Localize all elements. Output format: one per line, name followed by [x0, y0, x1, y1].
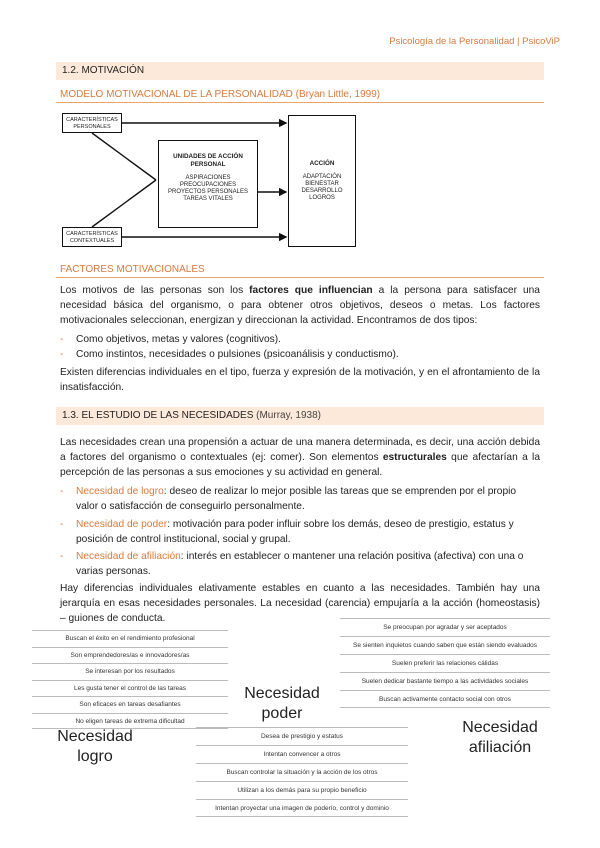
- afiliacion-table: [340, 618, 550, 708]
- bullet-dash: -: [60, 334, 64, 345]
- section-title-author: (Murray, 1938): [253, 410, 321, 421]
- poder-title: Necesidad poder: [244, 685, 320, 722]
- bullet-dash: -: [60, 486, 64, 497]
- units-item: PROYECTOS PERSONALES: [168, 189, 248, 195]
- afiliacion-row: Suelen dedicar bastante tiempo a las actividades sociales: [340, 672, 550, 690]
- factors-bullet: - Como instintos, necesidades o pulsiones (psicoanálisis y conductismo).: [60, 349, 399, 360]
- need-poder-item: - Necesidad de poder: motivación para poder influir sobre los demás, deseo de prestigio, estatus y posición de control institucional, social y grupal.: [60, 519, 514, 545]
- factors-bullet: - Como objetivos, metas y valores (cognitivos).: [60, 334, 281, 345]
- model-heading: MODELO MOTIVACIONAL DE LA PERSONALIDAD (Bryan Little, 1999): [60, 89, 381, 100]
- motivational-model-diagram: [60, 110, 540, 255]
- logro-row: Buscan el éxito en el rendimiento profesional: [32, 630, 228, 647]
- need-label: Necesidad de logro: [76, 486, 164, 497]
- bullet-dash: -: [60, 551, 64, 562]
- need-label: Necesidad de poder: [76, 519, 168, 530]
- line-personal-to-units: [92, 133, 156, 180]
- units-item: ASPIRACIONES: [185, 175, 231, 181]
- need-label: Necesidad de afiliación: [76, 551, 181, 562]
- poder-row: Utilizan a los demás para su propio beneficio: [196, 781, 408, 799]
- logro-row: Son emprendedores/as e innovadores/as: [32, 647, 228, 664]
- needs-intro-paragraph: Las necesidades crean una propensión a actuar de una manera determinada, es decir, una acción debida a factores del organismo o contextuales (ej: comer). Son elementos estructurales que afectarían a la percepción de las personas a sus emociones y su actividad en general.: [60, 437, 540, 478]
- factors-differences-paragraph: Existen diferencias individuales en el tipo, fuerza y expresión de la motivación, y en el afrontamiento de la insatisfacción.: [60, 367, 540, 393]
- action-item: ADAPTACIÓN: [302, 174, 342, 180]
- afiliacion-row: Se preocupan por agradar y ser aceptados: [340, 618, 550, 636]
- logro-row: Les gusta tener el control de las tareas: [32, 680, 228, 697]
- action-item: LOGROS: [309, 195, 335, 201]
- section-title-text: 1.3. EL ESTUDIO DE LAS NECESIDADES: [62, 410, 254, 421]
- needs-differences-paragraph: Hay diferencias individuales elativamente estables en cuanto a las necesidades. También hay una jerarquía en esas necesidades personales. La necesidad (carencia) empujaría a la acción (homeostasis) – guiones de conducta.: [60, 583, 540, 624]
- section-title-motivacion: [56, 62, 544, 80]
- box-action: [288, 115, 356, 247]
- poder-row: Intentan proyectar una imagen de poderío, control y dominio: [196, 799, 408, 817]
- units-title: UNIDADES DE ACCIÓN PERSONAL: [173, 153, 243, 168]
- bold-term: estructurales: [382, 452, 447, 463]
- action-title: ACCIÓN: [309, 160, 335, 167]
- need-afiliacion-item: - Necesidad de afiliación: interés en establecer o mantener una relación positiva (afectiva) con una o varias personas.: [60, 551, 524, 577]
- box-personal-action-units: [158, 140, 258, 228]
- logro-row: No eligen tareas de extrema dificultad: [32, 713, 228, 730]
- bold-term: factores que influencian: [249, 285, 373, 296]
- box-contextual-characteristics: CARACTERÍSTICAS CONTEXTUALES: [62, 227, 122, 247]
- logro-row: Se interesan por los resultados: [32, 663, 228, 680]
- afiliacion-title: Necesidad afiliación: [462, 719, 538, 756]
- page-header: Psicología de la Personalidad | PsicoViP: [389, 36, 560, 47]
- units-item: PREOCUPACIONES: [179, 182, 237, 188]
- poder-row: Intentan convencer a otros: [196, 745, 408, 763]
- factors-heading-underline: [56, 277, 544, 278]
- factors-paragraph: Los motivos de las personas son los factores que influencian a la persona para satisfacer una necesidad básica del organismo, o para obtener otros objetivos, deseos o metas. Los factores motivacionales seleccionan, energizan y direccionan la actividad. Encontramos de dos tipos:: [60, 285, 540, 326]
- units-item: TAREAS VITALES: [183, 196, 233, 202]
- poder-row: Desea de prestigio y estatus: [196, 727, 408, 745]
- section-title-text: 1.2. MOTIVACIÓN: [62, 65, 145, 76]
- afiliacion-row: Suelen preferir las relaciones cálidas: [340, 654, 550, 672]
- logro-row: Son eficaces en tareas desafiantes: [32, 696, 228, 713]
- afiliacion-row: Se sienten inquietos cuando saben que están siendo evaluados: [340, 636, 550, 654]
- need-logro-item: - Necesidad de logro: deseo de realizar lo mejor posible las tareas que se emprenden por el propio valor o satisfacción de conseguirlo personalmente.: [60, 486, 517, 512]
- poder-row: Buscan controlar la situación y la acción de los otros: [196, 763, 408, 781]
- bullet-dash: -: [60, 349, 64, 360]
- poder-table: [196, 727, 408, 817]
- bullet-dash: -: [60, 519, 64, 530]
- line-contextual-to-units: [92, 180, 156, 227]
- model-heading-underline: [56, 102, 544, 103]
- logro-title: Necesidad logro: [57, 728, 133, 765]
- box-personal-characteristics: CARACTERÍSTICAS PERSONALES: [62, 113, 122, 133]
- afiliacion-row: Buscan activamente contacto social con otros: [340, 690, 550, 708]
- logro-table: [32, 630, 228, 729]
- section-title-necesidades: [56, 407, 544, 425]
- action-item: DESARROLLO: [301, 188, 343, 194]
- factors-heading: FACTORES MOTIVACIONALES: [60, 264, 205, 275]
- action-item: BIENESTAR: [305, 181, 339, 187]
